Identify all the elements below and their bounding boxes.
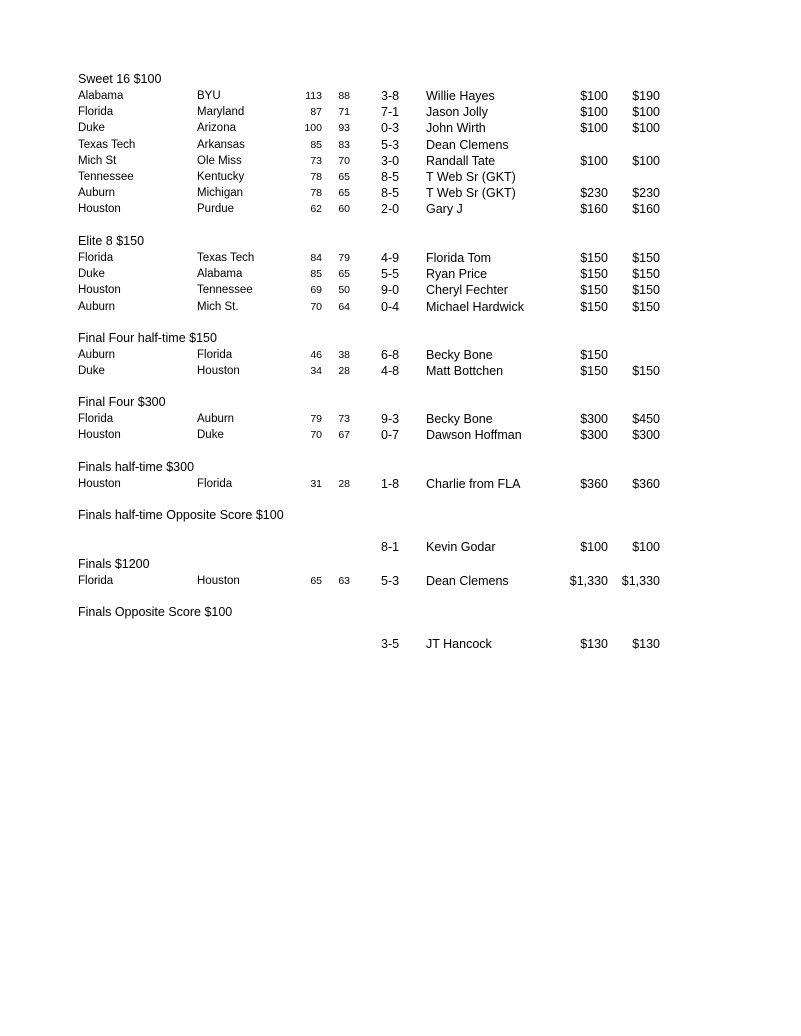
winning-digits: 0-7 xyxy=(381,428,400,443)
paid-amount: $360 xyxy=(632,477,660,491)
pot-amount: $100 xyxy=(580,105,608,120)
result-row xyxy=(0,299,801,315)
result-row xyxy=(0,636,801,652)
team-b: Florida xyxy=(197,349,233,361)
score-b: 83 xyxy=(338,138,350,151)
paid-amount: $1,330 xyxy=(621,574,660,588)
winner-name: Florida Tom xyxy=(426,251,492,265)
winner-name: Michael Hardwick xyxy=(426,299,524,314)
score-b: 93 xyxy=(338,122,350,135)
winning-digits: 8-5 xyxy=(381,186,400,201)
result-row xyxy=(0,250,801,266)
result-row xyxy=(0,201,801,217)
result-row xyxy=(0,411,801,427)
score-b: 88 xyxy=(338,90,350,102)
round-title: Finals Opposite Score $100 xyxy=(78,605,233,619)
team-a: Florida xyxy=(78,252,114,264)
round-title: Sweet 16 $100 xyxy=(78,72,162,86)
score-a: 65 xyxy=(310,575,322,587)
winner-name: Gary J xyxy=(426,202,463,217)
paid-amount: $100 xyxy=(632,121,660,136)
paid-amount: $230 xyxy=(632,186,660,201)
result-row xyxy=(0,282,801,298)
pot-amount: $150 xyxy=(580,267,608,282)
pot-amount: $150 xyxy=(580,348,608,362)
result-row xyxy=(0,88,801,104)
winning-digits: 9-0 xyxy=(381,283,400,298)
result-row xyxy=(0,347,801,363)
score-a: 70 xyxy=(310,300,322,313)
paid-amount: $100 xyxy=(632,105,660,120)
score-b: 60 xyxy=(338,203,350,216)
paid-amount: $100 xyxy=(632,540,660,554)
pot-amount: $150 xyxy=(580,283,608,298)
result-row xyxy=(0,169,801,185)
result-row xyxy=(0,266,801,282)
pot-amount: $150 xyxy=(580,364,608,379)
winning-digits: 3-0 xyxy=(381,153,400,168)
winner-name: Willie Hayes xyxy=(426,89,495,103)
score-a: 46 xyxy=(310,349,322,361)
result-row xyxy=(0,476,801,492)
team-a: Mich St xyxy=(78,154,117,167)
score-a: 78 xyxy=(310,171,322,183)
score-b: 64 xyxy=(338,300,350,313)
result-row xyxy=(0,539,801,555)
result-row xyxy=(0,427,801,443)
winner-name: Matt Bottchen xyxy=(426,364,504,379)
winning-digits: 7-1 xyxy=(381,105,400,120)
result-row xyxy=(0,153,801,169)
score-a: 78 xyxy=(310,187,322,200)
pot-amount: $100 xyxy=(580,121,608,136)
winning-digits: 5-3 xyxy=(381,137,400,152)
team-b: Ole Miss xyxy=(197,154,242,167)
winner-name: JT Hancock xyxy=(426,637,492,651)
winner-name: Becky Bone xyxy=(426,412,493,426)
paid-amount: $100 xyxy=(632,153,660,168)
pot-amount: $300 xyxy=(580,428,608,443)
pot-amount: $300 xyxy=(580,412,608,426)
winning-digits: 5-3 xyxy=(381,574,400,588)
team-a: Auburn xyxy=(78,349,116,361)
team-b: Houston xyxy=(197,365,240,378)
team-a: Duke xyxy=(78,122,105,135)
winning-digits: 2-0 xyxy=(381,202,400,217)
winning-digits: 4-8 xyxy=(381,364,400,379)
pot-amount: $100 xyxy=(580,89,608,103)
score-a: 87 xyxy=(310,106,322,119)
score-b: 65 xyxy=(338,187,350,200)
paid-amount: $150 xyxy=(632,364,660,379)
paid-amount: $150 xyxy=(632,251,660,265)
winner-name: Kevin Godar xyxy=(426,540,496,554)
score-b: 38 xyxy=(338,349,350,361)
round-title: Elite 8 $150 xyxy=(78,234,145,248)
score-b: 71 xyxy=(338,106,350,119)
score-a: 62 xyxy=(310,203,322,216)
team-a: Alabama xyxy=(78,90,124,102)
winner-name: Charlie from FLA xyxy=(426,477,521,491)
paid-amount: $150 xyxy=(632,299,660,314)
team-b: Arizona xyxy=(197,122,236,135)
paid-amount: $130 xyxy=(632,637,660,651)
winner-name: T Web Sr (GKT) xyxy=(426,186,516,201)
team-a: Duke xyxy=(78,268,105,281)
score-a: 113 xyxy=(305,90,322,102)
score-b: 63 xyxy=(338,575,350,587)
score-b: 50 xyxy=(338,284,350,297)
team-b: Maryland xyxy=(197,106,245,119)
round-title: Final Four half-time $150 xyxy=(78,331,217,345)
round-title: Final Four $300 xyxy=(78,395,166,409)
paid-amount: $450 xyxy=(632,412,660,426)
result-row xyxy=(0,363,801,379)
winner-name: Becky Bone xyxy=(426,348,493,362)
team-b: Alabama xyxy=(197,268,243,281)
score-a: 70 xyxy=(310,429,322,442)
winning-digits: 0-4 xyxy=(381,299,400,314)
winner-name: Ryan Price xyxy=(426,267,488,282)
score-a: 73 xyxy=(310,154,322,167)
paid-amount: $190 xyxy=(632,89,660,103)
score-b: 65 xyxy=(338,268,350,281)
winner-name: Randall Tate xyxy=(426,153,496,168)
winning-digits: 4-9 xyxy=(381,251,400,265)
winner-name: Dean Clemens xyxy=(426,574,509,588)
pot-amount: $100 xyxy=(580,153,608,168)
winner-name: T Web Sr (GKT) xyxy=(426,170,516,184)
round-title: Finals half-time $300 xyxy=(78,460,195,474)
team-b: Auburn xyxy=(197,413,235,425)
winning-digits: 6-8 xyxy=(381,348,400,362)
team-b: Duke xyxy=(197,429,224,442)
team-b: Tennessee xyxy=(197,284,253,297)
round-title: Finals $1200 xyxy=(78,557,150,571)
pot-amount: $150 xyxy=(580,299,608,314)
team-a: Florida xyxy=(78,106,114,119)
score-b: 73 xyxy=(338,413,350,425)
pot-amount: $150 xyxy=(580,251,608,265)
team-b: Michigan xyxy=(197,187,244,200)
score-b: 28 xyxy=(338,478,350,490)
paid-amount: $160 xyxy=(632,202,660,217)
team-b: Kentucky xyxy=(197,171,245,183)
winning-digits: 5-5 xyxy=(381,267,400,282)
team-a: Houston xyxy=(78,478,121,490)
team-a: Auburn xyxy=(78,187,116,200)
team-b: Arkansas xyxy=(197,138,245,151)
team-b: Texas Tech xyxy=(197,252,255,264)
score-a: 84 xyxy=(310,252,322,264)
team-a: Tennessee xyxy=(78,171,134,183)
score-b: 28 xyxy=(338,365,350,378)
pot-amount: $230 xyxy=(580,186,608,201)
result-row xyxy=(0,120,801,136)
paid-amount: $150 xyxy=(632,283,660,298)
score-b: 65 xyxy=(338,171,350,183)
winner-name: Cheryl Fechter xyxy=(426,283,508,298)
team-a: Florida xyxy=(78,575,114,587)
result-row xyxy=(0,104,801,120)
score-b: 79 xyxy=(338,252,350,264)
score-a: 79 xyxy=(310,413,322,425)
score-a: 100 xyxy=(304,122,322,135)
winning-digits: 1-8 xyxy=(381,477,400,491)
winning-digits: 0-3 xyxy=(381,121,400,136)
pot-amount: $100 xyxy=(580,540,608,554)
score-a: 85 xyxy=(310,138,322,151)
result-row xyxy=(0,573,801,589)
winner-name: Dawson Hoffman xyxy=(426,428,522,443)
paid-amount: $150 xyxy=(632,267,660,282)
team-a: Houston xyxy=(78,284,121,297)
paid-amount: $300 xyxy=(632,428,660,443)
pot-amount: $1,330 xyxy=(569,574,608,588)
score-a: 69 xyxy=(310,284,322,297)
winning-digits: 8-5 xyxy=(381,170,400,184)
score-b: 70 xyxy=(338,154,350,167)
result-row xyxy=(0,185,801,201)
winner-name: Jason Jolly xyxy=(426,105,488,120)
team-b: Florida xyxy=(197,478,233,490)
pot-amount: $130 xyxy=(580,637,608,651)
winning-digits: 3-8 xyxy=(381,89,400,103)
round-title: Finals half-time Opposite Score $100 xyxy=(78,508,284,522)
team-a: Texas Tech xyxy=(78,138,136,151)
winner-name: John Wirth xyxy=(426,121,486,136)
team-b: Mich St. xyxy=(197,300,239,313)
team-a: Auburn xyxy=(78,300,116,313)
winning-digits: 9-3 xyxy=(381,412,400,426)
result-row xyxy=(0,137,801,153)
score-a: 85 xyxy=(310,268,322,281)
winner-name: Dean Clemens xyxy=(426,137,509,152)
team-a: Duke xyxy=(78,365,105,378)
winning-digits: 3-5 xyxy=(381,637,400,651)
team-b: Purdue xyxy=(197,203,235,216)
winning-digits: 8-1 xyxy=(381,540,400,554)
score-a: 34 xyxy=(310,365,322,378)
team-b: BYU xyxy=(197,90,221,102)
team-b: Houston xyxy=(197,575,240,587)
team-a: Houston xyxy=(78,429,121,442)
pot-amount: $160 xyxy=(580,202,608,217)
team-a: Florida xyxy=(78,413,114,425)
score-a: 31 xyxy=(310,478,322,490)
team-a: Houston xyxy=(78,203,121,216)
score-b: 67 xyxy=(338,429,350,442)
pot-amount: $360 xyxy=(580,477,608,491)
